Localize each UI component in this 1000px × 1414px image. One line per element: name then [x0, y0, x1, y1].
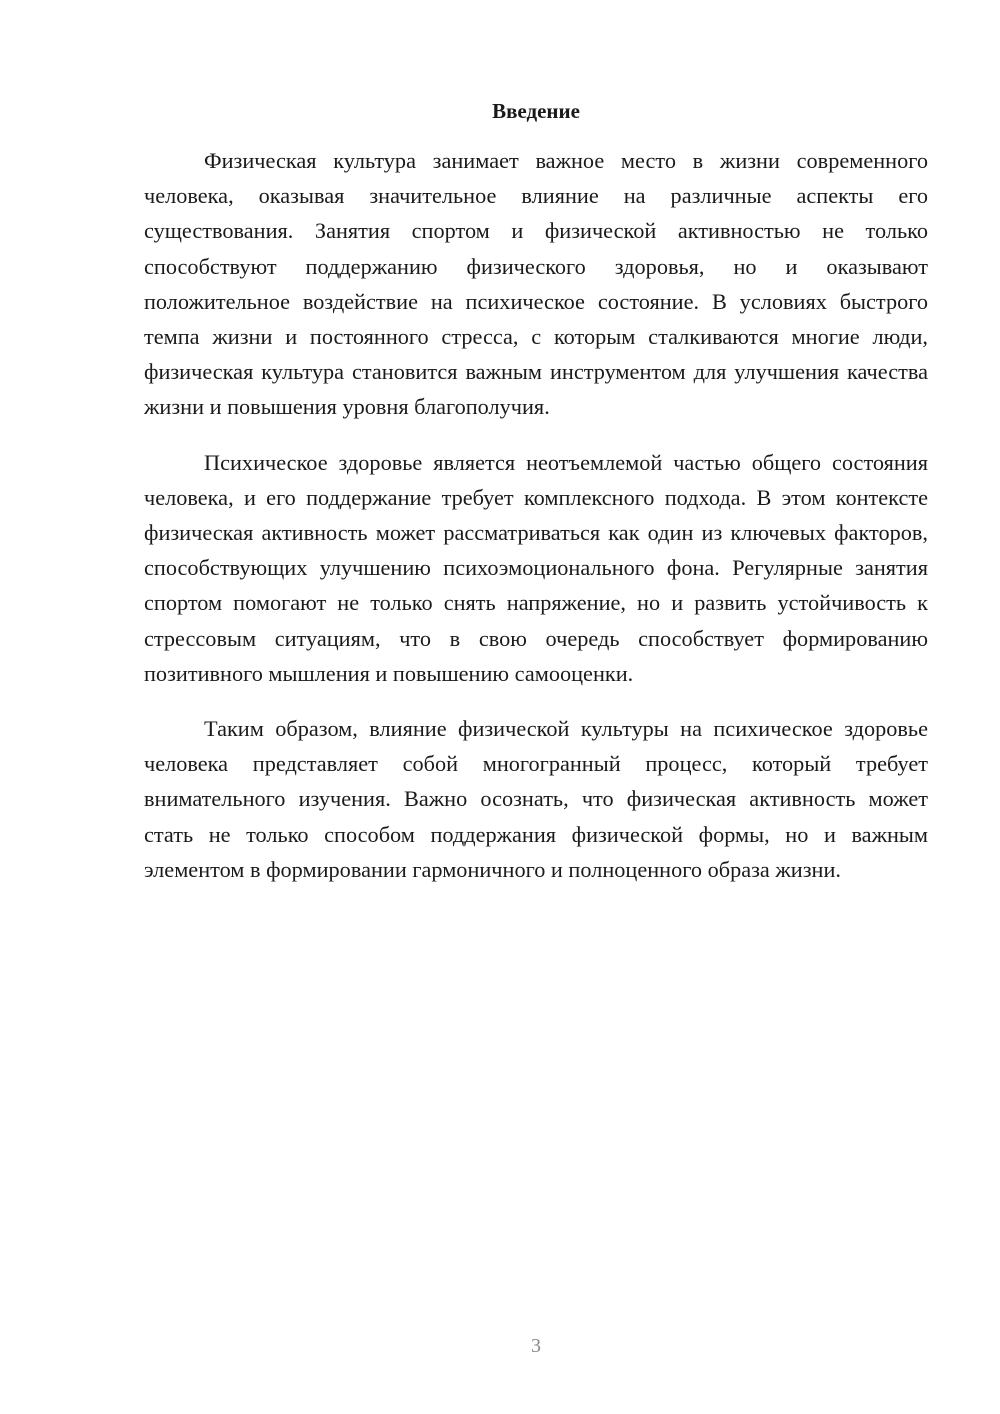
paragraph-1: Физическая культура занимает важное место в жизни современного человека, оказывая значительное влияние на различные аспекты его существования. Занятия спортом и физической активностью не только способствуют поддержанию физического здоровья, но и оказывают положительное воздействие на психическое состояние. В условиях быстрого темпа жизни и постоянного стресса, с которым сталкиваются многие люди, физическая культура становится важным инструментом для улучшения качества жизни и повышения уровня благополучия.: [144, 148, 928, 420]
page-number: 3: [531, 1335, 541, 1357]
paragraph-3: Таким образом, влияние физической культуры на психическое здоровье человека представляет собой многогранный процесс, который требует внимательного изучения. Важно осознать, что физическая активность может стать не только способом поддержания физической формы, но и важным элементом в формировании гармоничного и полноценного образа жизни.: [144, 716, 928, 882]
body-text: [144, 143, 928, 907]
paragraph-2: Психическое здоровье является неотъемлемой частью общего состояния человека, и его поддержание требует комплексного подхода. В этом контексте физическая активность может рассматриваться как один из ключевых факторов, способствующих улучшению психоэмоционального фона. Регулярные занятия спортом помогают не только снять напряжение, но и развить устойчивость к стрессовым ситуациям, что в свою очередь способствует формированию позитивного мышления и повышению самооценки.: [144, 449, 928, 686]
page-title: Введение: [492, 99, 580, 123]
